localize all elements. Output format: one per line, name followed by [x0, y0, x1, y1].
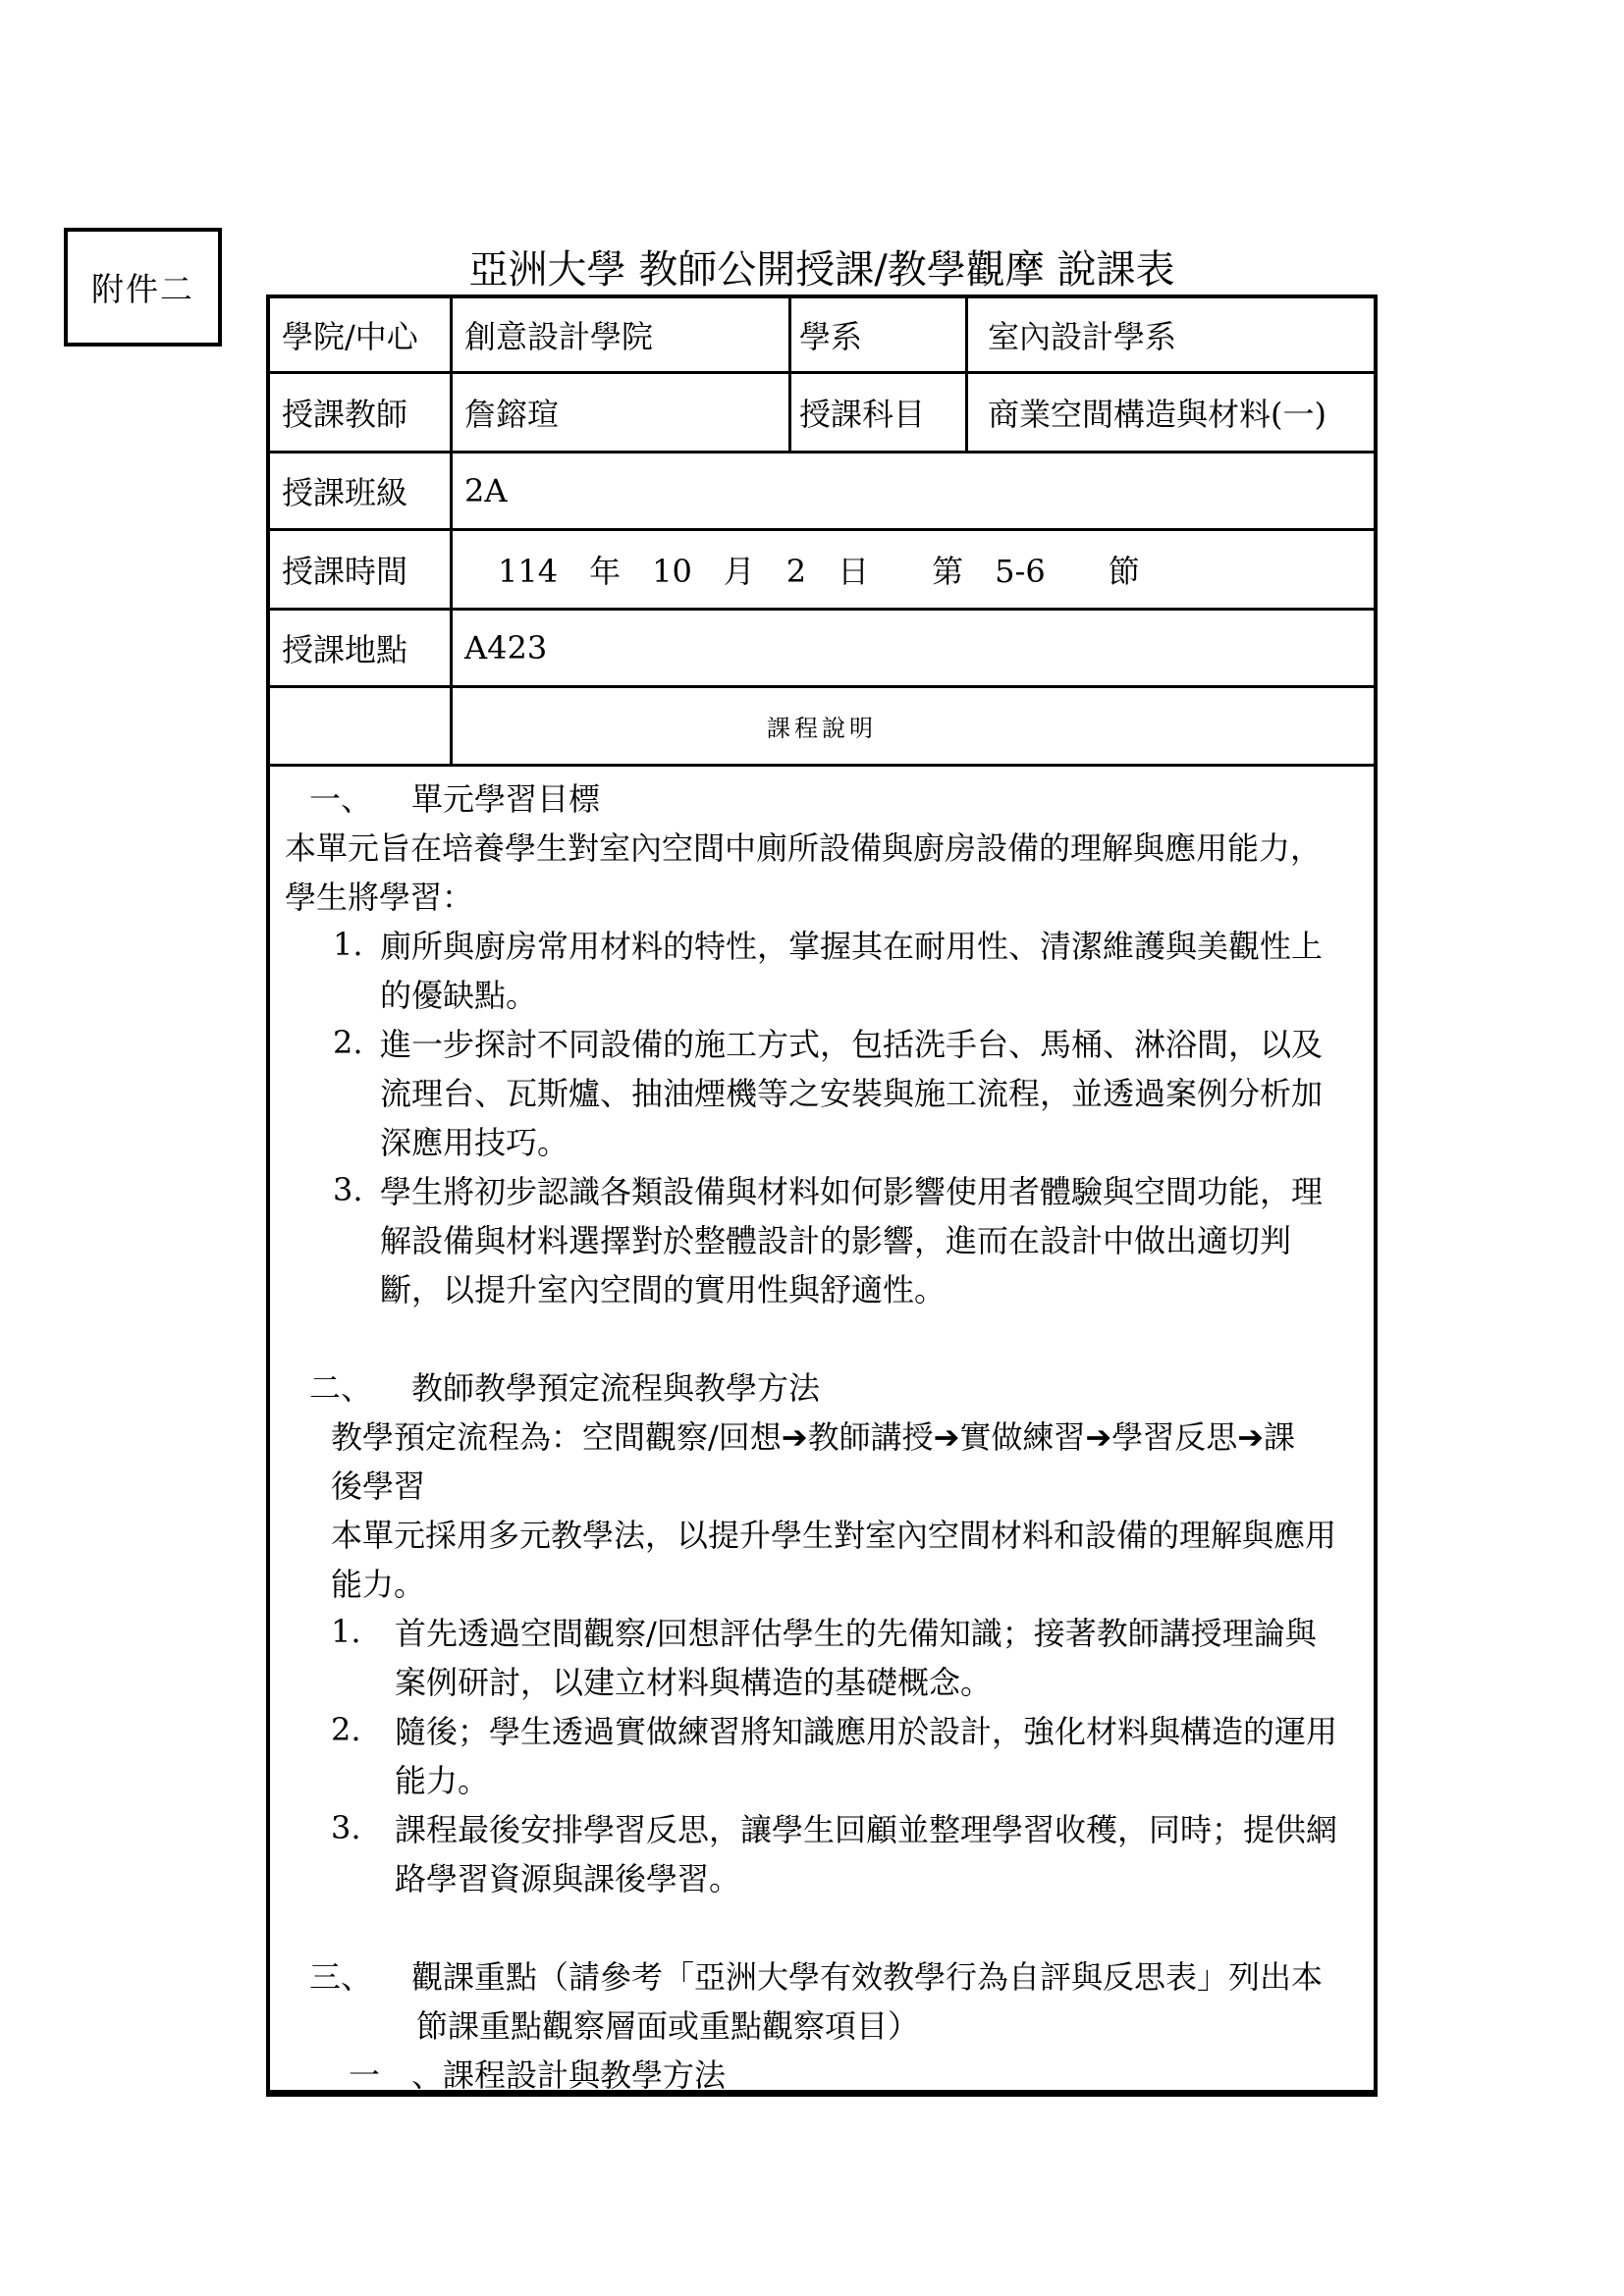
line-text: 單元學習目標	[411, 780, 601, 818]
content-line	[270, 822, 1374, 871]
table-row	[270, 454, 1374, 528]
attachment-box	[64, 228, 222, 347]
document-title: 亞洲大學 教師公開授課/教學觀摩 說課表	[468, 247, 1175, 293]
line-text: 學生將學習：	[285, 879, 474, 916]
content-line	[270, 1558, 1374, 1607]
content-line	[270, 1460, 1374, 1509]
content-line	[270, 1116, 1374, 1165]
field-label: 學系	[799, 318, 863, 355]
field-label: 學院/中心	[282, 318, 418, 355]
field-value: 創意設計學院	[464, 318, 654, 355]
content-line	[270, 969, 1374, 1018]
field-value: 2A	[464, 472, 508, 509]
section-header: 課程說明	[767, 715, 877, 742]
content-line	[270, 2000, 1374, 2049]
line-text: 的優缺點。	[380, 977, 538, 1014]
line-text: 節課重點觀察層面或重點觀察項目）	[416, 2007, 920, 2045]
content-line	[270, 2049, 1374, 2090]
content-line	[270, 1509, 1374, 1558]
line-text: 本單元旨在培養學生對室內空間中廁所設備與廚房設備的理解與應用能力，	[285, 829, 1323, 867]
line-text: 廁所與廚房常用材料的特性，掌握其在耐用性、清潔維護與美觀性上	[380, 928, 1324, 965]
content-line	[270, 1803, 1374, 1852]
content-line	[270, 1263, 1374, 1312]
field-value: 商業空間構造與材料(一)	[988, 396, 1326, 433]
line-text: 課程最後安排學習反思，讓學生回顧並整理學習收穫，同時；提供網	[395, 1811, 1338, 1848]
content-line	[270, 1411, 1374, 1460]
line-text: 案例研討，以建立材料與構造的基礎概念。	[395, 1664, 993, 1701]
table-row	[270, 611, 1374, 685]
list-number: 3.	[333, 1171, 363, 1208]
content-line	[270, 1705, 1374, 1754]
list-number: 一、	[309, 780, 373, 818]
list-number: 3.	[331, 1809, 361, 1846]
field-label: 授課地點	[282, 631, 408, 668]
field-value: 詹鎔瑄	[464, 396, 560, 433]
table-row	[270, 374, 1374, 451]
line-text: 斷，以提升室內空間的實用性與舒適性。	[380, 1271, 947, 1308]
line-text: 本單元採用多元教學法，以提升學生對室內空間材料和設備的理解與應用	[331, 1517, 1337, 1554]
line-text: 教師教學預定流程與教學方法	[411, 1369, 821, 1407]
list-number: 1.	[333, 926, 363, 963]
content-line	[270, 1362, 1374, 1411]
content-line	[270, 1018, 1374, 1067]
list-number: 二、	[309, 1369, 373, 1407]
line-text: 解設備與材料選擇對於整體設計的影響，進而在設計中做出適切判	[380, 1222, 1292, 1259]
field-value: 室內設計學系	[988, 318, 1177, 355]
line-text: 流理台、瓦斯爐、抽油煙機等之安裝與施工流程，並透過案例分析加	[380, 1075, 1324, 1112]
content-line	[270, 773, 1374, 822]
table-row	[270, 298, 1374, 371]
line-text: 一 、課程設計與教學方法	[349, 2056, 727, 2090]
content-line	[270, 920, 1374, 969]
table-row	[270, 531, 1374, 608]
line-text: 學生將初步認識各類設備與材料如何影響使用者體驗與空間功能，理	[380, 1173, 1324, 1210]
field-value: A423	[464, 629, 548, 667]
list-number: 2.	[333, 1024, 363, 1061]
content-line	[270, 1754, 1374, 1803]
line-text: 隨後；學生透過實做練習將知識應用於設計，強化材料與構造的運用	[395, 1713, 1338, 1750]
course-description-lines	[270, 767, 1374, 2090]
line-text: 首先透過空間觀察/回想評估學生的先備知識；接著教師講授理論與	[395, 1615, 1317, 1652]
content-line	[270, 1607, 1374, 1656]
field-label: 授課科目	[799, 396, 926, 433]
content-line	[270, 1852, 1374, 1901]
line-text: 進一步探討不同設備的施工方式，包括洗手台、馬桶、淋浴間，以及	[380, 1026, 1324, 1063]
line-text: 觀課重點（請參考「亞洲大學有效教學行為自評與反思表」列出本	[411, 1958, 1324, 1996]
field-label: 授課班級	[282, 474, 408, 511]
line-text: 能力。	[331, 1566, 426, 1603]
info-table	[266, 294, 1378, 2097]
content-line	[270, 1165, 1374, 1214]
field-label: 授課時間	[282, 553, 408, 590]
content-line	[270, 1214, 1374, 1263]
content-line	[270, 1950, 1374, 2000]
line-text: 深應用技巧。	[380, 1124, 569, 1161]
list-number: 三、	[309, 1958, 373, 1996]
list-number: 1.	[331, 1613, 361, 1650]
content-line	[270, 871, 1374, 920]
field-label: 授課教師	[282, 396, 408, 433]
line-text: 後學習	[331, 1468, 426, 1505]
content-line	[270, 1901, 1374, 1950]
line-text: 教學預定流程為：空間觀察/回想➔教師講授➔實做練習➔學習反思➔課	[331, 1418, 1296, 1456]
content-line	[270, 1656, 1374, 1705]
list-number: 2.	[331, 1711, 361, 1748]
field-value: 114 年 10 月 2 日 第 5-6 節	[498, 553, 1140, 590]
content-line	[270, 1312, 1374, 1362]
attachment-label: 附件二	[91, 270, 194, 308]
line-text: 路學習資源與課後學習。	[395, 1860, 741, 1897]
line-text: 能力。	[395, 1762, 490, 1799]
content-line	[270, 1067, 1374, 1116]
